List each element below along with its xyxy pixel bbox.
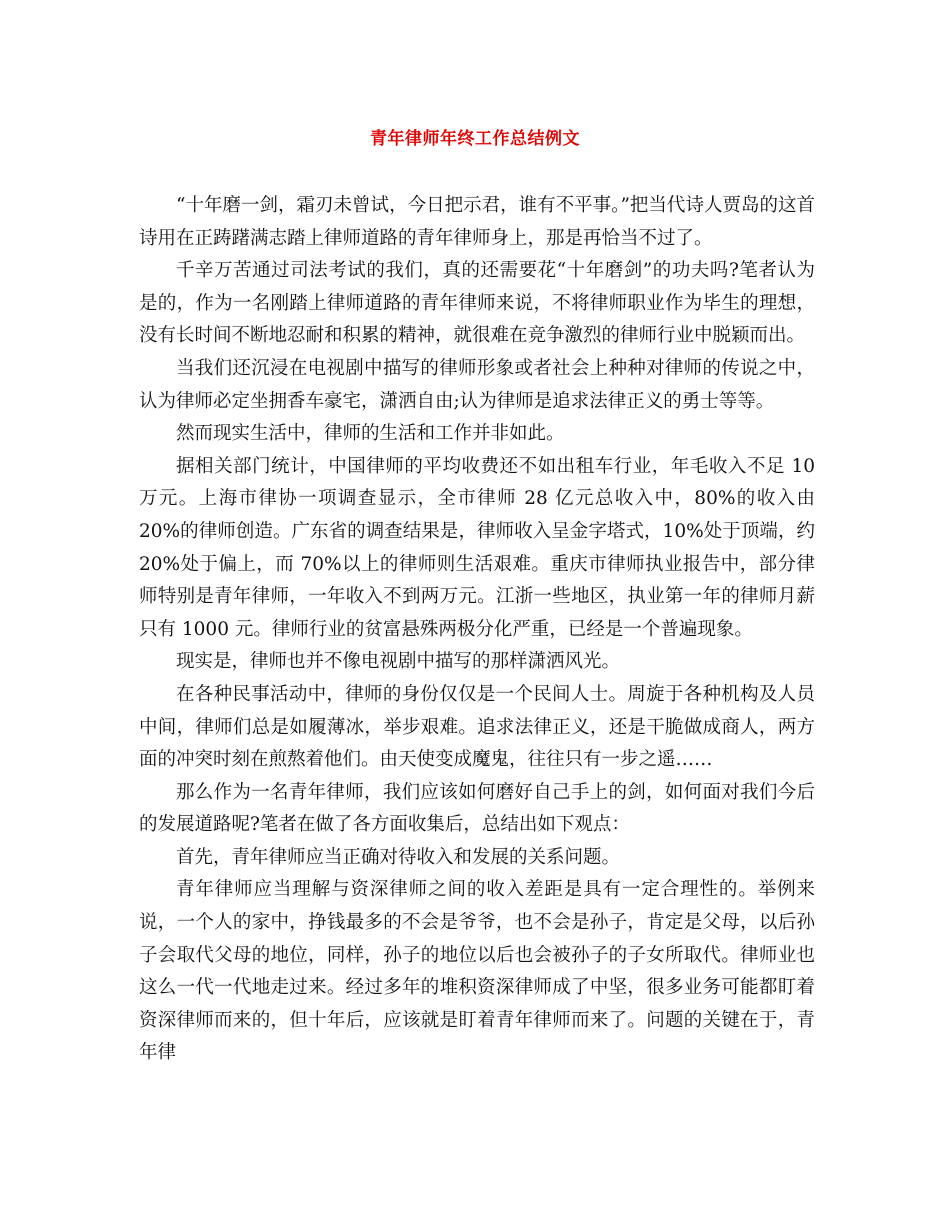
paragraph: 然而现实生活中，律师的生活和工作并非如此。	[176, 423, 565, 445]
paragraph: 现实是，律师也并不像电视剧中描写的那样潇洒风光。	[176, 651, 621, 673]
document-title: 青年律师年终工作总结例文	[370, 129, 580, 149]
document-body	[139, 190, 815, 1070]
paragraph: 据相关部门统计，中国律师的平均收费还不如出租车行业，年毛收入不足 10 万元。上海市律协一项调查显示，全市律师 28 亿元总收入中，80%的收入由 20%的律师创造。广东省的调查结果是，律师收入呈金字塔式，10%处于顶端，约 20%处于偏上，而 70%以上的律师则生活艰难。重庆市律师执业报告中，部分律师特别是青年律师，一年收入不到两万元。江浙一些地区，执业第一年的律师月薪只有 1000 元。律师行业的贫富悬殊两极分化严重，已经是一个普遍现象。	[139, 455, 815, 640]
paragraph: “十年磨一剑，霜刃未曾试，今日把示君，谁有不平事。”把当代诗人贾岛的这首诗用在正踌躇满志踏上律师道路的青年律师身上，那是再恰当不过了。	[139, 195, 815, 249]
paragraph: 当我们还沉浸在电视剧中描写的律师形象或者社会上种种对律师的传说之中，认为律师必定坐拥香车豪宅，潇洒自由;认为律师是追求法律正义的勇士等等。	[139, 357, 815, 412]
paragraph: 青年律师应当理解与资深律师之间的收入差距是具有一定合理性的。举例来说，一个人的家中，挣钱最多的不会是爷爷，也不会是孙子，肯定是父母，以后孙子会取代父母的地位，同样，孙子的地位以后也会被孙子的子女所取代。律师业也这么一代一代地走过来。经过多年的堆积资深律师成了中坚，很多业务可能都盯着资深律师而来的，但十年后，应该就是盯着青年律师而来了。问题的关键在于，青年律	[139, 879, 815, 1064]
paragraph: 千辛万苦通过司法考试的我们，真的还需要花“十年磨剑”的功夫吗?笔者认为是的，作为一名刚踏上律师道路的青年律师来说，不将律师职业作为毕生的理想，没有长时间不断地忍耐和积累的精神，就很难在竞争激烈的律师行业中脱颖而出。	[139, 260, 815, 347]
paragraph: 那么作为一名青年律师，我们应该如何磨好自己手上的剑，如何面对我们今后的发展道路呢?笔者在做了各方面收集后，总结出如下观点：	[139, 781, 815, 836]
paragraph: 在各种民事活动中，律师的身份仅仅是一个民间人士。周旋于各种机构及人员中间，律师们总是如履薄冰，举步艰难。追求法律正义，还是干脆做成商人，两方面的冲突时刻在煎熬着他们。由天使变成魔鬼，往往只有一步之遥……	[139, 683, 815, 771]
paragraph: 首先，青年律师应当正确对待收入和发展的关系问题。	[176, 846, 621, 868]
